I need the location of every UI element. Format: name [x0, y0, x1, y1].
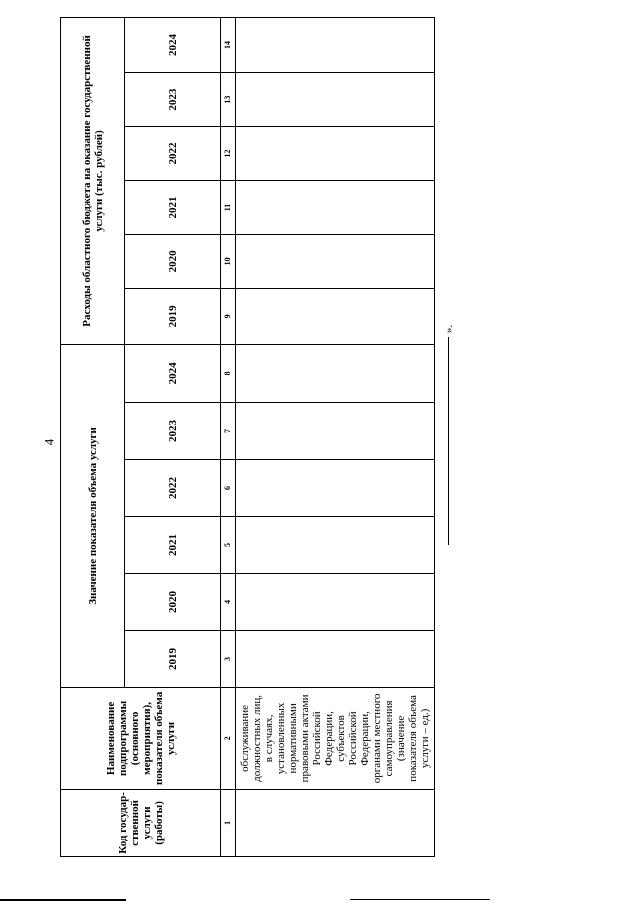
- budget-year-header: 2020: [125, 234, 221, 288]
- column-number: 14: [221, 18, 236, 73]
- column-number: 11: [221, 180, 236, 234]
- table-row: [236, 18, 435, 857]
- column-number: 8: [221, 344, 236, 402]
- column-number: 5: [221, 516, 236, 573]
- bottom-edge-line-right: [350, 899, 490, 900]
- page-number: 4: [41, 438, 57, 446]
- budget-value-cell: [236, 18, 435, 73]
- column-number: 6: [221, 459, 236, 516]
- volume-year-header: 2019: [125, 630, 221, 687]
- column-number: 9: [221, 288, 236, 344]
- volume-value-cell: [236, 573, 435, 630]
- volume-year-header: 2022: [125, 459, 221, 516]
- column-number: 3: [221, 630, 236, 687]
- budget-year-header: 2021: [125, 180, 221, 234]
- column-number: 1: [221, 789, 236, 856]
- row-code-cell: [236, 789, 435, 856]
- service-volume-table: [60, 17, 435, 857]
- group-budget-header: Расходы областного бюджета на оказание государственной услуги (тыс. рублей): [61, 18, 125, 345]
- budget-year-header: 2024: [125, 18, 221, 73]
- volume-year-header: 2020: [125, 573, 221, 630]
- col-name-header: Наименование подпрограммы (основного мероприятия), показателя объема услуги: [61, 688, 221, 790]
- budget-value-cell: [236, 127, 435, 181]
- volume-year-header: 2021: [125, 516, 221, 573]
- budget-year-header: 2023: [125, 73, 221, 127]
- volume-value-cell: [236, 630, 435, 687]
- column-number: 10: [221, 234, 236, 288]
- budget-year-header: 2022: [125, 127, 221, 181]
- volume-value-cell: [236, 344, 435, 402]
- volume-value-cell: [236, 459, 435, 516]
- volume-value-cell: [236, 402, 435, 459]
- column-number: 12: [221, 127, 236, 181]
- column-number: 13: [221, 73, 236, 127]
- closing-rule: [448, 337, 449, 545]
- col-code-header: Код государ-ственной услуги (работы): [61, 789, 221, 856]
- volume-year-header: 2024: [125, 344, 221, 402]
- column-number: 4: [221, 573, 236, 630]
- budget-value-cell: [236, 73, 435, 127]
- rotated-table-container: [60, 17, 431, 857]
- column-number: 2: [221, 688, 236, 790]
- group-volume-header: Значение показателя объема услуги: [61, 344, 125, 687]
- budget-value-cell: [236, 234, 435, 288]
- volume-year-header: 2023: [125, 402, 221, 459]
- row-name-cell: обслуживание должностных лиц, в случаях, установленных нормативными правовыми актами Российской Федерации, субъектов Российской Федерации, органами местного самоуправления (значение показателя объема услуги – ед.): [236, 688, 435, 790]
- budget-value-cell: [236, 288, 435, 344]
- closing-quote-block: [445, 323, 465, 545]
- volume-value-cell: [236, 516, 435, 573]
- column-number: 7: [221, 402, 236, 459]
- budget-value-cell: [236, 180, 435, 234]
- bottom-edge-line-left: [0, 899, 126, 901]
- budget-year-header: 2019: [125, 288, 221, 344]
- closing-quote: ».: [443, 324, 456, 334]
